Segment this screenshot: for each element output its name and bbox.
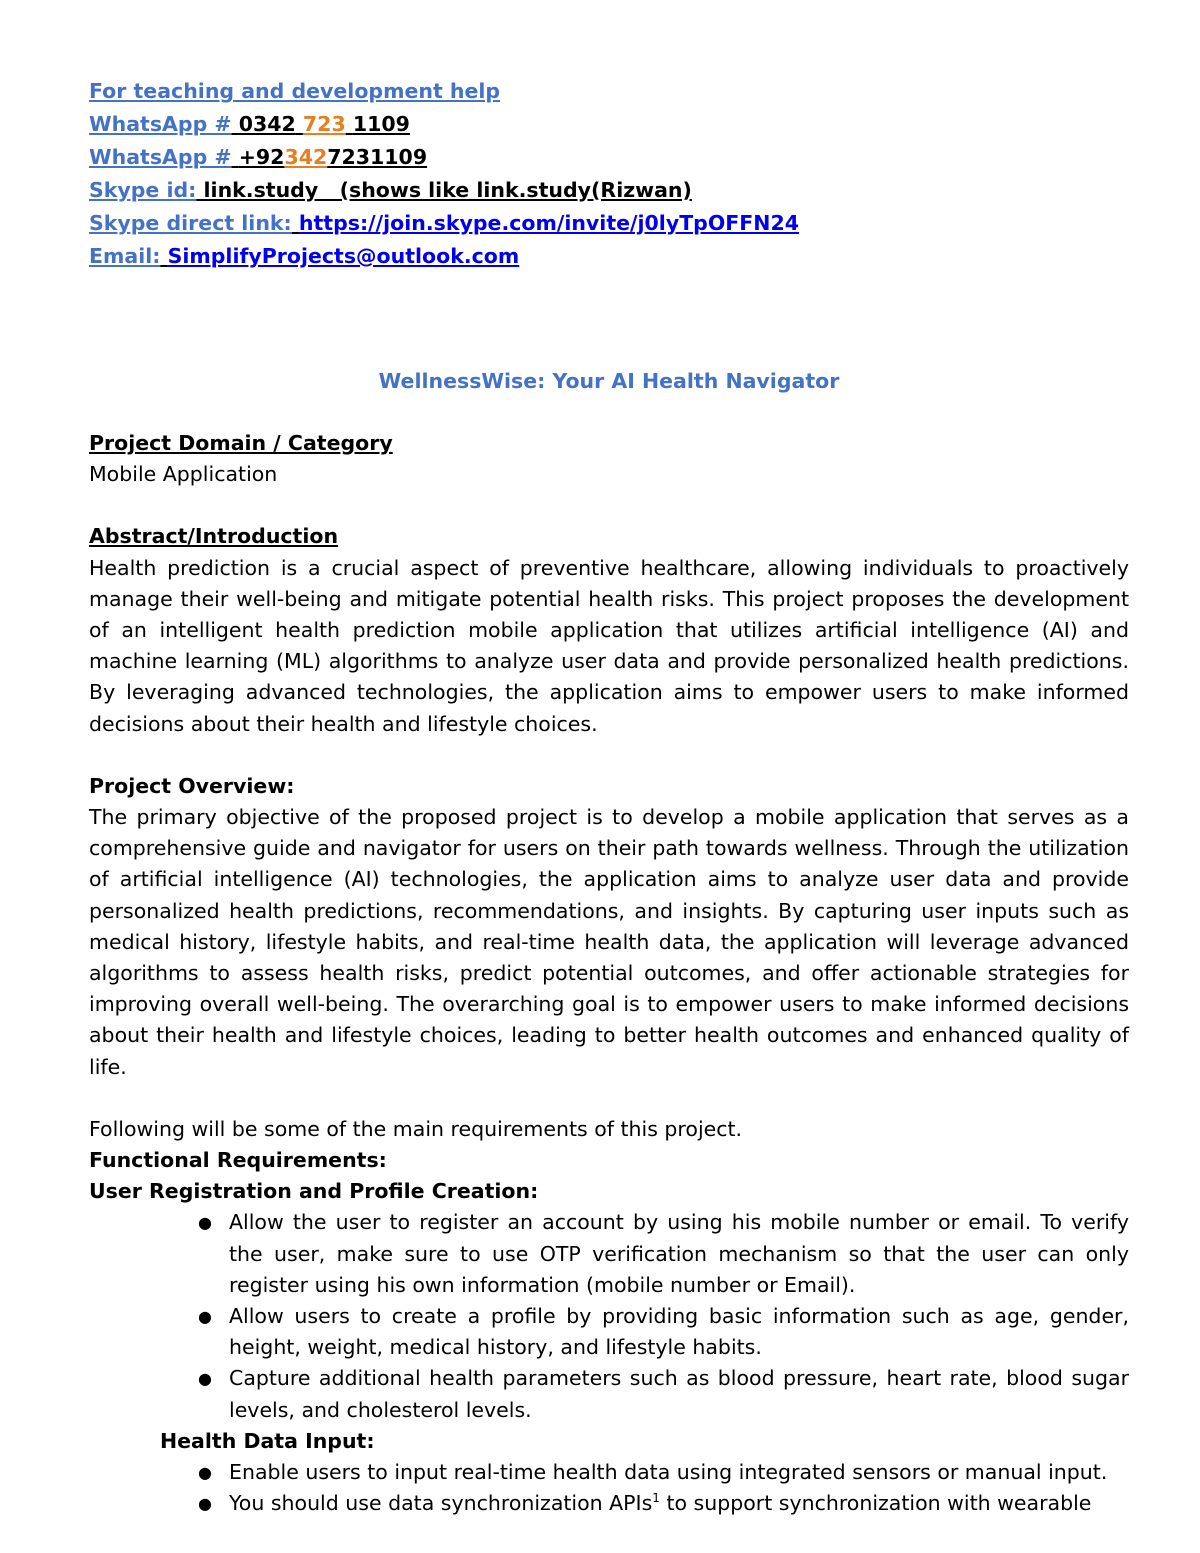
whatsapp-line-2 (89, 141, 1129, 174)
teaching-help-line (89, 75, 1129, 108)
list-item (198, 1457, 1129, 1488)
list-item-text: You should use data synchronization APIs (229, 1491, 653, 1516)
document-page (89, 75, 1129, 1520)
whatsapp-line-1 (89, 108, 1129, 141)
list-item (198, 1363, 1129, 1425)
bullet-icon: ● (198, 1369, 212, 1389)
abstract-section (89, 521, 1129, 739)
footnote-marker: 1 (652, 1491, 660, 1506)
requirements-section (89, 1114, 1129, 1520)
domain-section (89, 428, 1129, 490)
list-item-text: Allow the user to register an account by using his mobile number or email. To verify the user, make sure to use OTP verification mechanism so that the user can only register using his own information (mobile number or Email). (229, 1210, 1129, 1297)
bullet-icon: ● (198, 1494, 212, 1514)
document-title: WellnessWise: Your AI Health Navigator (378, 369, 840, 393)
registration-heading: User Registration and Profile Creation: (89, 1179, 539, 1204)
list-item (198, 1488, 1129, 1519)
list-item (198, 1301, 1129, 1363)
domain-heading: Project Domain / Category (89, 431, 393, 455)
whatsapp-number-part: 1109 (352, 112, 410, 136)
skype-id-value: link.study (shows like link.study(Rizwan) (203, 178, 692, 202)
list-item (198, 1207, 1129, 1301)
overview-heading: Project Overview: (89, 773, 295, 798)
whatsapp-number-part: 7231109 (327, 145, 428, 169)
health-input-list (89, 1457, 1129, 1519)
abstract-text: Health prediction is a crucial aspect of preventive healthcare, allowing individuals to proactively manage their well-being and mitigate potential health risks. This project proposes the development of an intelligent health prediction mobile application that utilizes artificial intelligence (AI) and machine learning (ML) algorithms to analyze user data and provide personalized health predictions. By leveraging advanced technologies, the application aims to empower users to make informed decisions about their health and lifestyle choices. (89, 555, 1129, 736)
skype-id-line (89, 174, 1129, 207)
bullet-icon: ● (198, 1213, 212, 1233)
domain-value: Mobile Application (89, 462, 278, 487)
whatsapp-number-highlight: 723 (302, 112, 346, 136)
list-item-text: Allow users to create a profile by providing basic information such as age, gender, height, weight, medical history, and lifestyle habits. (229, 1304, 1129, 1360)
abstract-heading: Abstract/Introduction (89, 524, 339, 549)
whatsapp-label: WhatsApp # (89, 145, 232, 169)
whatsapp-label: WhatsApp # (89, 112, 232, 136)
skype-link-line (89, 207, 1129, 240)
list-item-text: Enable users to input real-time health data using integrated sensors or manual input. (229, 1460, 1108, 1485)
overview-section (89, 771, 1129, 1083)
requirements-intro: Following will be some of the main requirements of this project. (89, 1116, 743, 1141)
skype-link[interactable]: https://join.skype.com/invite/j0lyTpOFFN24 (298, 211, 799, 235)
email-label: Email: (89, 244, 161, 268)
whatsapp-number-part: 0342 (238, 112, 296, 136)
functional-heading: Functional Requirements: (89, 1148, 387, 1173)
teaching-help-text: For teaching and development help (89, 79, 501, 103)
skype-link-label: Skype direct link: (89, 211, 292, 235)
whatsapp-number-highlight: 342 (284, 145, 328, 169)
overview-text: The primary objective of the proposed project is to develop a mobile application that serves as a comprehensive guide and navigator for users on their path towards wellness. Through the utilization of artificial intelligence (AI) technologies, the application aims to analyze user data and provide personalized health predictions, recommendations, and insights. By capturing user inputs such as medical history, lifestyle habits, and real-time health data, the application will leverage advanced algorithms to assess health risks, predict potential outcomes, and offer actionable strategies for improving overall well-being. The overarching goal is to empower users to make informed decisions about their health and lifestyle choices, leading to better health outcomes and enhanced quality of life. (89, 805, 1129, 1079)
email-link[interactable]: SimplifyProjects@outlook.com (167, 244, 520, 268)
registration-list (89, 1207, 1129, 1425)
whatsapp-number-part: +92 (238, 145, 285, 169)
email-line (89, 240, 1129, 273)
bullet-icon: ● (198, 1307, 212, 1327)
list-item-text: Capture additional health parameters such as blood pressure, heart rate, blood sugar levels, and cholesterol levels. (229, 1366, 1129, 1422)
health-input-heading: Health Data Input: (160, 1428, 375, 1453)
bullet-icon: ● (198, 1463, 212, 1483)
list-item-text: to support synchronization with wearable (659, 1491, 1092, 1516)
contact-block (89, 75, 1129, 273)
skype-id-label: Skype id: (89, 178, 197, 202)
